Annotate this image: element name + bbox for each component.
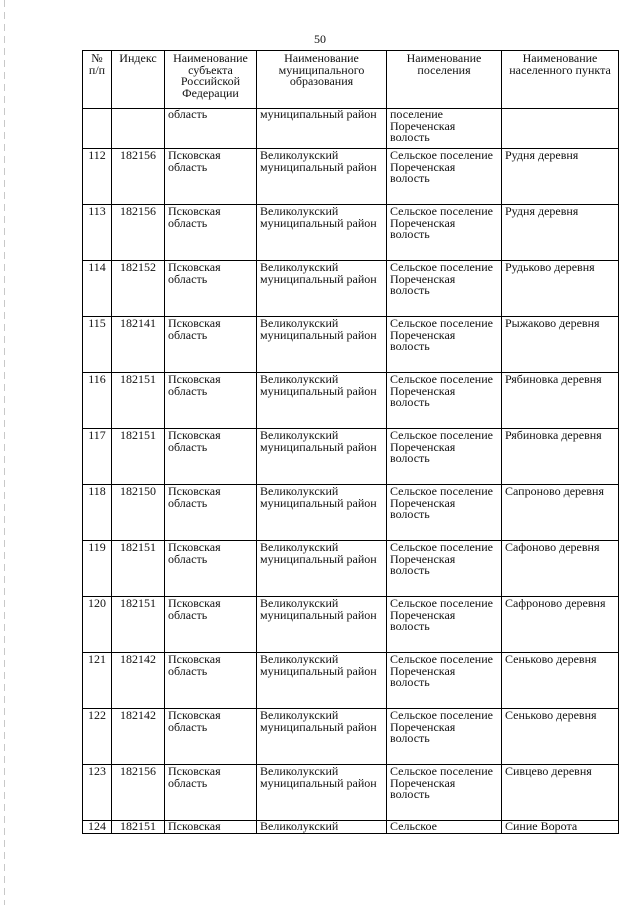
table-row — [83, 485, 619, 541]
cell-municipal: Великолукский муниципальный район — [257, 653, 387, 709]
cell-locality: Сафроново деревня — [502, 597, 619, 653]
cell-municipal: Великолукский муниципальный район — [257, 205, 387, 261]
cell-num: 123 — [83, 765, 112, 821]
cell-municipal: Великолукский муниципальный район — [257, 429, 387, 485]
scan-edge — [4, 0, 5, 905]
cell-index: 182141 — [112, 317, 165, 373]
cell-municipal: муниципальный район — [257, 109, 387, 149]
cell-municipal: Великолукский муниципальный район — [257, 765, 387, 821]
cell-municipal: Великолукский муниципальный район — [257, 541, 387, 597]
cell-subject: Псковская область — [165, 765, 257, 821]
cell-locality: Сапроново деревня — [502, 485, 619, 541]
cell-index — [112, 109, 165, 149]
col-header-municipal: Наименование муниципального образования — [257, 51, 387, 109]
cell-locality: Сафоново деревня — [502, 541, 619, 597]
cell-num: 121 — [83, 653, 112, 709]
cell-locality: Сеньково деревня — [502, 709, 619, 765]
cell-municipal: Великолукский муниципальный район — [257, 485, 387, 541]
cell-num: 117 — [83, 429, 112, 485]
cell-settlement: Сельское поселение Пореченская волость — [387, 373, 502, 429]
table-row — [83, 205, 619, 261]
table-row — [83, 653, 619, 709]
cell-subject: область — [165, 109, 257, 149]
table-row — [83, 429, 619, 485]
cell-subject: Псковская — [165, 821, 257, 834]
cell-index: 182142 — [112, 709, 165, 765]
cell-num: 122 — [83, 709, 112, 765]
cell-municipal: Великолукский муниципальный район — [257, 261, 387, 317]
cell-index: 182151 — [112, 821, 165, 834]
cell-index: 182156 — [112, 149, 165, 205]
table-row — [83, 709, 619, 765]
cell-settlement: Сельское поселение Пореченская волость — [387, 541, 502, 597]
cell-locality: Сеньково деревня — [502, 653, 619, 709]
cell-subject: Псковская область — [165, 653, 257, 709]
cell-locality — [502, 109, 619, 149]
cell-subject: Псковская область — [165, 317, 257, 373]
cell-index: 182150 — [112, 485, 165, 541]
cell-locality: Сивцево деревня — [502, 765, 619, 821]
cell-index: 182156 — [112, 205, 165, 261]
cell-locality: Рудня деревня — [502, 149, 619, 205]
cell-locality: Рудня деревня — [502, 205, 619, 261]
cell-settlement: Сельское поселение Пореченская волость — [387, 429, 502, 485]
cell-locality: Рудьково деревня — [502, 261, 619, 317]
cell-index: 182156 — [112, 765, 165, 821]
col-header-subject: Наименование субъекта Российской Федерации — [165, 51, 257, 109]
table-row-continued — [83, 109, 619, 149]
cell-index: 182151 — [112, 597, 165, 653]
cell-settlement: Сельское поселение Пореченская волость — [387, 485, 502, 541]
cell-num: 115 — [83, 317, 112, 373]
col-header-num: № п/п — [83, 51, 112, 109]
cell-settlement: Сельское — [387, 821, 502, 834]
table-row — [83, 373, 619, 429]
cell-num: 124 — [83, 821, 112, 834]
cell-index: 182151 — [112, 373, 165, 429]
cell-subject: Псковская область — [165, 261, 257, 317]
cell-num: 118 — [83, 485, 112, 541]
cell-municipal: Великолукский муниципальный район — [257, 373, 387, 429]
cell-municipal: Великолукский муниципальный район — [257, 317, 387, 373]
page-number: 50 — [314, 32, 326, 46]
cell-municipal: Великолукский — [257, 821, 387, 834]
header-row — [83, 51, 619, 109]
cell-municipal: Великолукский муниципальный район — [257, 149, 387, 205]
table-row — [83, 317, 619, 373]
cell-locality: Синие Ворота — [502, 821, 619, 834]
cell-subject: Псковская область — [165, 541, 257, 597]
cell-index: 182151 — [112, 429, 165, 485]
cell-settlement: Сельское поселение Пореченская волость — [387, 765, 502, 821]
cell-settlement: Сельское поселение Пореченская волость — [387, 317, 502, 373]
cell-settlement: Сельское поселение Пореченская волость — [387, 597, 502, 653]
col-header-locality: Наименование населенного пункта — [502, 51, 619, 109]
cell-settlement: поселение Пореченская волость — [387, 109, 502, 149]
settlements-table — [82, 50, 619, 834]
col-header-index: Индекс — [112, 51, 165, 109]
cell-num: 119 — [83, 541, 112, 597]
col-header-settlement: Наименование поселения — [387, 51, 502, 109]
cell-subject: Псковская область — [165, 709, 257, 765]
cell-locality: Рыжаково деревня — [502, 317, 619, 373]
cell-index: 182142 — [112, 653, 165, 709]
cell-settlement: Сельское поселение Пореченская волость — [387, 709, 502, 765]
cell-settlement: Сельское поселение Пореченская волость — [387, 205, 502, 261]
cell-settlement: Сельское поселение Пореченская волость — [387, 653, 502, 709]
cell-num: 116 — [83, 373, 112, 429]
table-row-partial — [83, 821, 619, 834]
cell-subject: Псковская область — [165, 429, 257, 485]
cell-index: 182151 — [112, 541, 165, 597]
cell-locality: Рябиновка деревня — [502, 429, 619, 485]
cell-subject: Псковская область — [165, 149, 257, 205]
cell-settlement: Сельское поселение Пореченская волость — [387, 261, 502, 317]
cell-subject: Псковская область — [165, 373, 257, 429]
cell-subject: Псковская область — [165, 485, 257, 541]
cell-num: 120 — [83, 597, 112, 653]
table-row — [83, 597, 619, 653]
table-row — [83, 149, 619, 205]
table-row — [83, 541, 619, 597]
cell-num: 113 — [83, 205, 112, 261]
cell-municipal: Великолукский муниципальный район — [257, 597, 387, 653]
table-row — [83, 261, 619, 317]
cell-subject: Псковская область — [165, 205, 257, 261]
table-row — [83, 765, 619, 821]
cell-subject: Псковская область — [165, 597, 257, 653]
cell-municipal: Великолукский муниципальный район — [257, 709, 387, 765]
cell-num — [83, 109, 112, 149]
cell-num: 112 — [83, 149, 112, 205]
cell-locality: Рябиновка деревня — [502, 373, 619, 429]
cell-num: 114 — [83, 261, 112, 317]
cell-settlement: Сельское поселение Пореченская волость — [387, 149, 502, 205]
cell-index: 182152 — [112, 261, 165, 317]
